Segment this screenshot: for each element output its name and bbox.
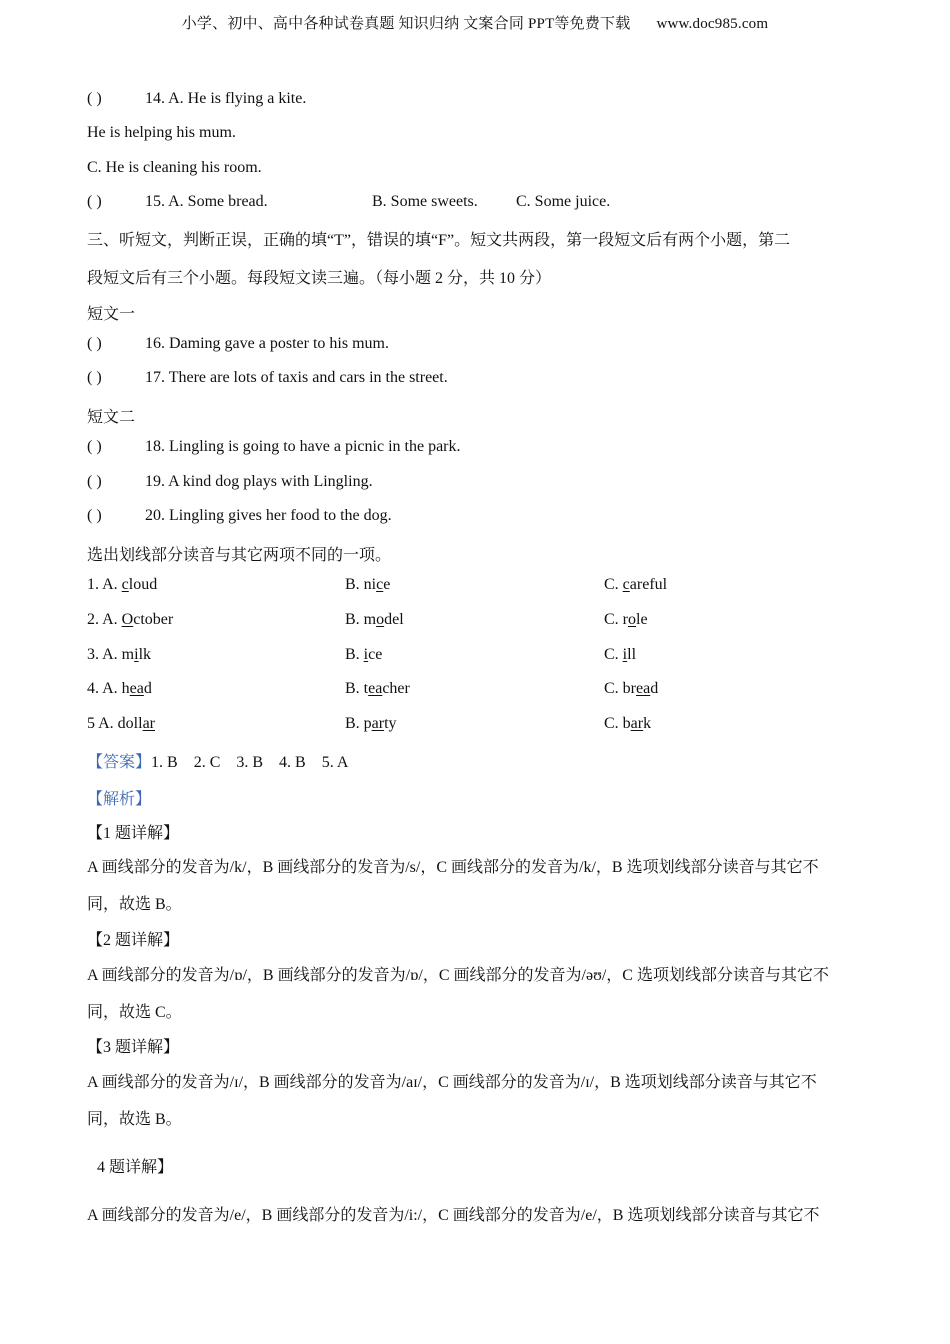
phonics-instruction: 选出划线部分读音与其它两项不同的一项。 <box>87 547 392 564</box>
detail-1-title: 【1 题详解】 <box>87 825 180 842</box>
phonics-option: B. nice <box>345 576 391 593</box>
question-14-option-c: C. He is cleaning his room. <box>87 159 262 176</box>
header-text: 小学、初中、高中各种试卷真题 知识归纳 文案合同 PPT等免费下载 <box>181 16 631 32</box>
phonics-option: C. bread <box>604 680 659 697</box>
detail-1-text: A 画线部分的发音为/k/，B 画线部分的发音为/s/，C 画线部分的发音为/k/，B 选项划线部分读音与其它不 <box>87 859 819 876</box>
section-3-instruction-line1: 三、听短文，判断正误，正确的填“T”，错误的填“F”。短文共两段，第一段短文后有两个小题，第二 <box>87 232 791 249</box>
tf-question-20 <box>87 507 392 525</box>
phonics-option: 4. A. head <box>87 680 152 697</box>
answer-blank: ( ) <box>87 90 102 107</box>
answer-item: 3. B <box>236 754 264 771</box>
detail-2-text-cont: 同，故选 C。 <box>87 1004 182 1021</box>
question-14-option-b: He is helping his mum. <box>87 124 236 141</box>
detail-2-title: 【2 题详解】 <box>87 932 180 949</box>
answer-line <box>87 749 364 772</box>
tf-question-16 <box>87 335 389 353</box>
answer-item: 5. A <box>321 754 349 771</box>
question-15 <box>87 193 268 211</box>
question-text: 16. Daming gave a poster to his mum. <box>145 335 389 352</box>
phonics-option: 1. A. cloud <box>87 576 158 593</box>
phonics-option: B. ice <box>345 646 383 663</box>
question-14 <box>87 90 306 108</box>
detail-4-title: 4 题详解】 <box>97 1159 174 1176</box>
question-15-option-c: C. Some juice. <box>516 193 611 210</box>
detail-3-text-cont: 同，故选 B。 <box>87 1111 182 1128</box>
detail-2-text: A 画线部分的发音为/ɒ/，B 画线部分的发音为/ɒ/，C 画线部分的发音为/əʊ/，C 选项划线部分读音与其它不 <box>87 967 829 984</box>
tf-question-18 <box>87 438 461 456</box>
passage-2-title: 短文二 <box>87 409 136 426</box>
section-3-instruction-line2: 段短文后有三个小题。每段短文读三遍。（每小题 2 分，共 10 分） <box>87 270 552 287</box>
detail-3-text: A 画线部分的发音为/ɪ/，B 画线部分的发音为/aɪ/，C 画线部分的发音为/ɪ/，B 选项划线部分读音与其它不 <box>87 1074 817 1091</box>
answer-item: 4. B <box>279 754 306 771</box>
passage-1-title: 短文一 <box>87 306 136 323</box>
tf-question-17 <box>87 369 448 387</box>
phonics-option: 2. A. October <box>87 611 174 628</box>
answer-item: 2. C <box>193 754 221 771</box>
question-text: 19. A kind dog plays with Lingling. <box>145 473 373 490</box>
question-15-option-b: B. Some sweets. <box>372 193 478 210</box>
answer-blank: ( ) <box>87 369 102 386</box>
phonics-option: C. role <box>604 611 648 628</box>
tf-question-19 <box>87 473 373 491</box>
question-text: 20. Lingling gives her food to the dog. <box>145 507 392 524</box>
phonics-option: 5 A. dollar <box>87 715 155 732</box>
question-text: 18. Lingling is going to have a picnic in the park. <box>145 438 461 455</box>
question-15-option-a: 15. A. Some bread. <box>145 193 268 210</box>
answer-blank: ( ) <box>87 473 102 490</box>
phonics-option: C. ill <box>604 646 637 663</box>
detail-3-title: 【3 题详解】 <box>87 1039 180 1056</box>
analysis-label: 【解析】 <box>87 791 152 808</box>
phonics-option: B. party <box>345 715 397 732</box>
answer-blank: ( ) <box>87 438 102 455</box>
phonics-option: B. teacher <box>345 680 410 697</box>
question-text: 14. A. He is flying a kite. <box>145 90 307 107</box>
answer-label: 【答案】 <box>87 754 152 771</box>
answer-blank: ( ) <box>87 507 102 524</box>
page-header <box>0 12 950 33</box>
answer-blank: ( ) <box>87 335 102 352</box>
answer-blank: ( ) <box>87 193 102 210</box>
header-site: www.doc985.com <box>656 16 769 32</box>
detail-4-text: A 画线部分的发音为/e/，B 画线部分的发音为/i:/，C 画线部分的发音为/e/，B 选项划线部分读音与其它不 <box>87 1207 820 1224</box>
detail-1-text-cont: 同，故选 B。 <box>87 896 182 913</box>
answer-item: 1. B <box>151 754 178 771</box>
phonics-option: C. careful <box>604 576 668 593</box>
question-text: 17. There are lots of taxis and cars in the street. <box>145 369 448 386</box>
phonics-option: B. model <box>345 611 404 628</box>
phonics-option: 3. A. milk <box>87 646 152 663</box>
phonics-option: C. bark <box>604 715 652 732</box>
